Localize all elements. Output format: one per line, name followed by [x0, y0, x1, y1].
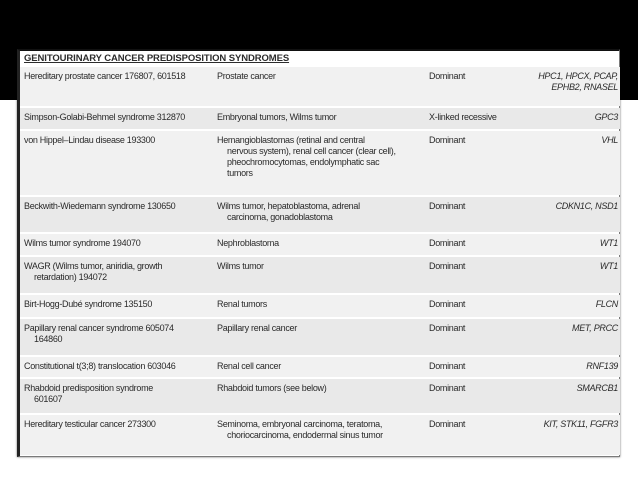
genes-cell-line: SMARCB1: [576, 383, 618, 393]
syndrome-cell-line: WAGR (Wilms tumor, aniridia, growth: [24, 261, 163, 271]
genes-cell: [530, 419, 618, 430]
inheritance-cell: Dominant: [429, 238, 466, 248]
genes-cell: [530, 238, 618, 249]
top-black-bar: [0, 0, 638, 50]
genes-cell-line: MET, PRCC: [572, 323, 618, 333]
syndrome-cell: [24, 71, 214, 82]
syndrome-cell: [24, 323, 214, 345]
syndrome-cell-line: 601607: [34, 394, 63, 404]
syndrome-cell: [24, 419, 214, 430]
syndrome-cell: [24, 261, 214, 283]
genes-cell: [530, 261, 618, 272]
genes-cell-line: HPC1, HPCX, PCAP,: [538, 71, 618, 81]
tumors-cell-line: Rhabdoid tumors (see below): [217, 383, 327, 393]
syndrome-cell-line: von Hippel–Lindau disease 193300: [24, 135, 156, 145]
syndrome-cell-line: Birt-Hogg-Dubé syndrome 135150: [24, 299, 153, 309]
genes-cell-line: CDKN1C, NSD1: [555, 201, 618, 211]
genes-cell-line: FLCN: [595, 299, 618, 309]
inheritance-cell: Dominant: [429, 383, 466, 393]
tumors-cell: [217, 299, 425, 310]
tumors-cell-line: Nephroblastoma: [217, 238, 279, 248]
table-row: [20, 234, 620, 255]
table-row: [20, 67, 620, 106]
table-row: [20, 295, 620, 317]
inheritance-cell: Dominant: [429, 201, 466, 211]
tumors-cell-line: Renal tumors: [217, 299, 267, 309]
tumors-cell-line: Hemangioblastomas (retinal and central: [217, 135, 365, 145]
syndrome-cell: [24, 238, 214, 249]
table-row: [20, 415, 620, 455]
inheritance-cell: Dominant: [429, 299, 466, 309]
genes-cell-line: WT1: [599, 238, 618, 248]
syndrome-cell-line: Wilms tumor syndrome 194070: [24, 238, 141, 248]
tumors-cell-line: Papillary renal cancer: [217, 323, 297, 333]
syndrome-cell: [24, 201, 214, 212]
tumors-cell-line: choriocarcinoma, endodermal sinus tumor: [227, 430, 383, 440]
inheritance-cell: Dominant: [429, 419, 466, 429]
syndrome-cell-line: Hereditary prostate cancer 176807, 601518: [24, 71, 186, 81]
tumors-cell: [217, 135, 425, 179]
document-panel: [17, 49, 620, 457]
tumors-cell-line: Prostate cancer: [217, 71, 276, 81]
syndrome-cell-line: Beckwith-Wiedemann syndrome 130650: [24, 201, 176, 211]
inheritance-cell: Dominant: [429, 261, 466, 271]
syndrome-cell-line: retardation) 194072: [34, 272, 107, 282]
syndrome-cell-line: Papillary renal cancer syndrome 605074: [24, 323, 174, 333]
tumors-cell: [217, 201, 425, 223]
tumors-cell: [217, 261, 425, 272]
right-black-bar: [620, 50, 638, 100]
inheritance-cell: Dominant: [429, 361, 466, 371]
syndrome-cell: [24, 383, 214, 405]
tumors-cell: [217, 383, 425, 394]
tumors-cell-line: tumors: [227, 168, 253, 178]
tumors-cell: [217, 238, 425, 249]
table-row: [20, 108, 620, 129]
tumors-cell-line: nervous system), renal cell cancer (clear cell),: [227, 146, 396, 156]
inheritance-cell: Dominant: [429, 135, 466, 145]
tumors-cell: [217, 361, 425, 372]
syndrome-cell-line: Simpson-Golabi-Behmel syndrome 312870: [24, 112, 185, 122]
tumors-cell-line: carcinoma, gonadoblastoma: [227, 212, 333, 222]
left-black-bar: [0, 50, 18, 100]
table-row: [20, 131, 620, 195]
genes-cell: [530, 71, 618, 93]
genes-cell-line: GPC3: [594, 112, 618, 122]
table-row: [20, 357, 620, 377]
genes-cell: [530, 135, 618, 146]
tumors-cell-line: Wilms tumor: [217, 261, 264, 271]
genes-cell-line: RNF139: [586, 361, 618, 371]
table-heading: GENITOURINARY CANCER PREDISPOSITION SYNDROMES: [24, 53, 290, 64]
genes-cell: [530, 361, 618, 372]
genes-cell-line: EPHB2, RNASEL: [551, 82, 618, 92]
tumors-cell-line: Embryonal tumors, Wilms tumor: [217, 112, 337, 122]
syndrome-cell-line: Hereditary testicular cancer 273300: [24, 419, 156, 429]
inheritance-cell: X-linked recessive: [429, 112, 497, 122]
syndrome-cell: [24, 299, 214, 310]
syndrome-cell: [24, 112, 214, 123]
inheritance-cell: Dominant: [429, 71, 466, 81]
table-row: [20, 197, 620, 232]
table-row: [20, 257, 620, 293]
tumors-cell-line: Wilms tumor, hepatoblastoma, adrenal: [217, 201, 360, 211]
tumors-cell: [217, 419, 425, 441]
syndrome-cell-line: 164860: [34, 334, 63, 344]
syndrome-cell-line: Constitutional t(3;8) translocation 603046: [24, 361, 176, 371]
genes-cell-line: VHL: [601, 135, 618, 145]
inheritance-cell: Dominant: [429, 323, 466, 333]
genes-cell: [530, 201, 618, 212]
table-row: [20, 319, 620, 355]
genes-cell: [530, 323, 618, 334]
tumors-cell: [217, 323, 425, 334]
tumors-cell-line: Renal cell cancer: [217, 361, 281, 371]
genes-cell: [530, 112, 618, 123]
tumors-cell: [217, 71, 425, 82]
genes-cell-line: WT1: [599, 261, 618, 271]
tumors-cell-line: Seminoma, embryonal carcinoma, teratoma,: [217, 419, 383, 429]
genes-cell: [530, 299, 618, 310]
genes-cell: [530, 383, 618, 394]
genes-cell-line: KIT, STK11, FGFR3: [543, 419, 618, 429]
syndrome-cell-line: Rhabdoid predisposition syndrome: [24, 383, 153, 393]
table-row: [20, 379, 620, 413]
tumors-cell-line: pheochromocytomas, endolymphatic sac: [227, 157, 380, 167]
tumors-cell: [217, 112, 425, 123]
syndrome-cell: [24, 135, 214, 146]
syndrome-cell: [24, 361, 214, 372]
